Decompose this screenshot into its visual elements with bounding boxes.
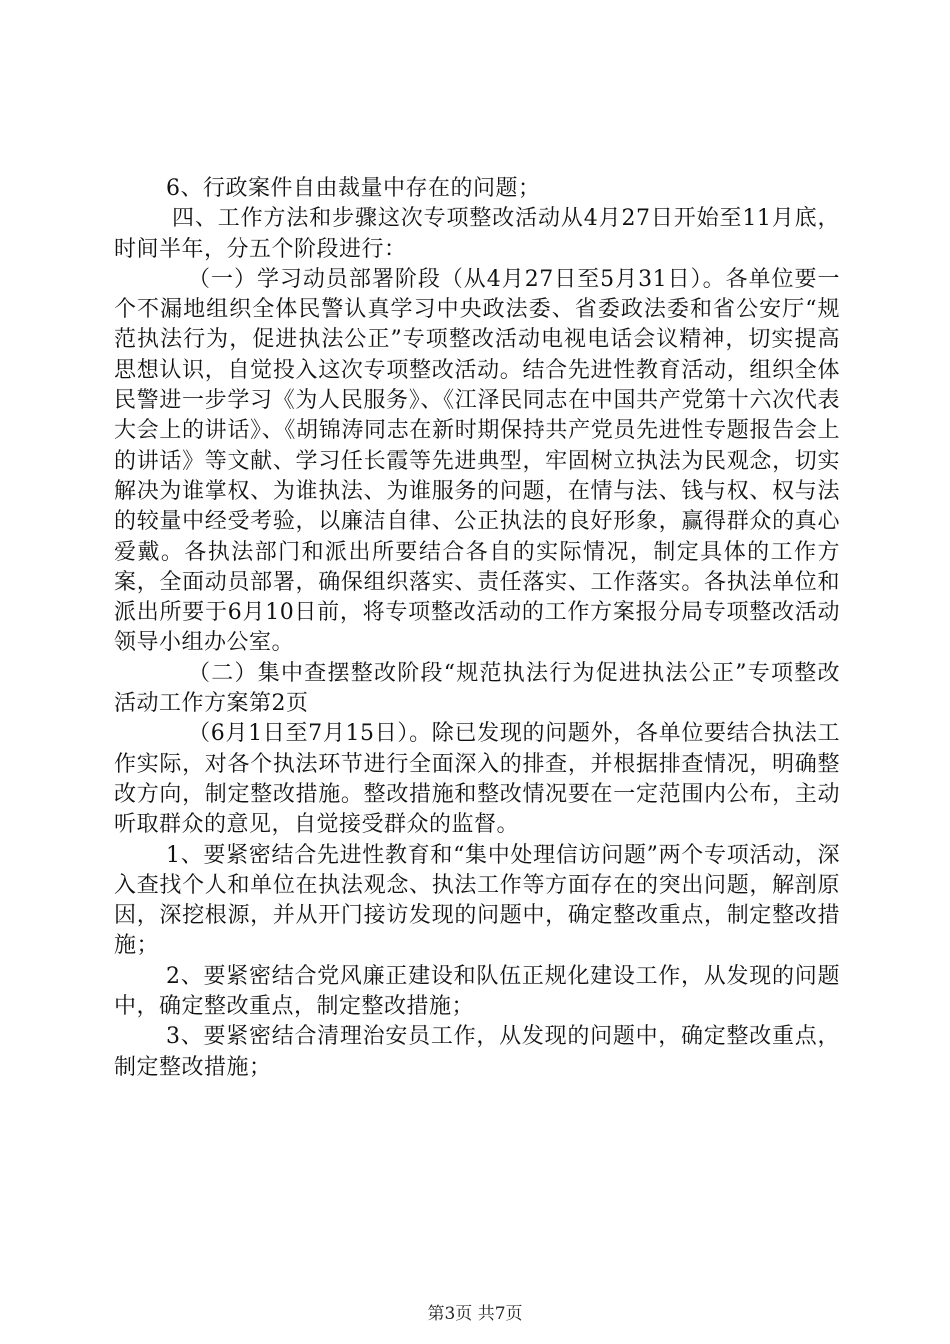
paragraph-measure-2: 2、要紧密结合党风廉正建设和队伍正规化建设工作，从发现的问题中，确定整改重点，制定整改措施； [114, 963, 840, 1020]
document-body [114, 174, 840, 1083]
paragraph-measure-1: 1、要紧密结合先进性教育和“集中处理信访问题”两个专项活动，深入查找个人和单位在执法观念、执法工作等方面存在的突出问题，解剖原因，深挖根源，并从开门接访发现的问题中，确定整改重点，制定整改措施； [114, 842, 840, 959]
paragraph-measure-3: 3、要紧密结合清理治安员工作，从发现的问题中，确定整改重点，制定整改措施； [114, 1024, 840, 1080]
paragraph-stage-two-detail: （6月1日至7月15日）。除已发现的问题外，各单位要结合执法工作实际，对各个执法环节进行全面深入的排查，并根据排查情况，明确整改方向，制定整改措施。整改措施和整改情况要在一定范围内公布，主动听取群众的意见，自觉接受群众的监督。 [114, 721, 840, 838]
page-footer: 第3页 共7页 [427, 1304, 523, 1324]
paragraph-item-6: 6、行政案件自由裁量中存在的问题； [166, 176, 541, 201]
paragraph-stage-one: （一）学习动员部署阶段（从4月27日至5月31日）。各单位要一个不漏地组织全体民警认真学习中央政法委、省委政法委和省公安厅“规范执法行为，促进执法公正”专项整改活动电视电话会议精神，切实提高思想认识，自觉投入这次专项整改活动。结合先进性教育活动，组织全体民警进一步学习《为人民服务》、《江泽民同志在中国共产党第十六次代表大会上的讲话》、《胡锦涛同志在新时期保持共产党员先进性专题报告会上的讲话》等文献、学习任长霞等先进典型，牢固树立执法为民观念，切实解决为谁掌权、为谁执法、为谁服务的问题，在情与法、钱与权、权与法的较量中经受考验，以廉洁自律、公正执法的良好形象，赢得群众的真心爱戴。各执法部门和派出所要结合各自的实际情况，制定具体的工作方案，全面动员部署，确保组织落实、责任落实、工作落实。各执法单位和派出所要于6月10日前，将专项整改活动的工作方案报分局专项整改活动领导小组办公室。 [114, 266, 840, 656]
paragraph-stage-two: （二）集中查摆整改阶段“规范执法行为促进执法公正”专项整改活动工作方案第2页 [114, 660, 840, 717]
paragraph-section-four: 四、工作方法和步骤这次专项整改活动从4月27日开始至11月底，时间半年，分五个阶段进行： [114, 206, 840, 262]
